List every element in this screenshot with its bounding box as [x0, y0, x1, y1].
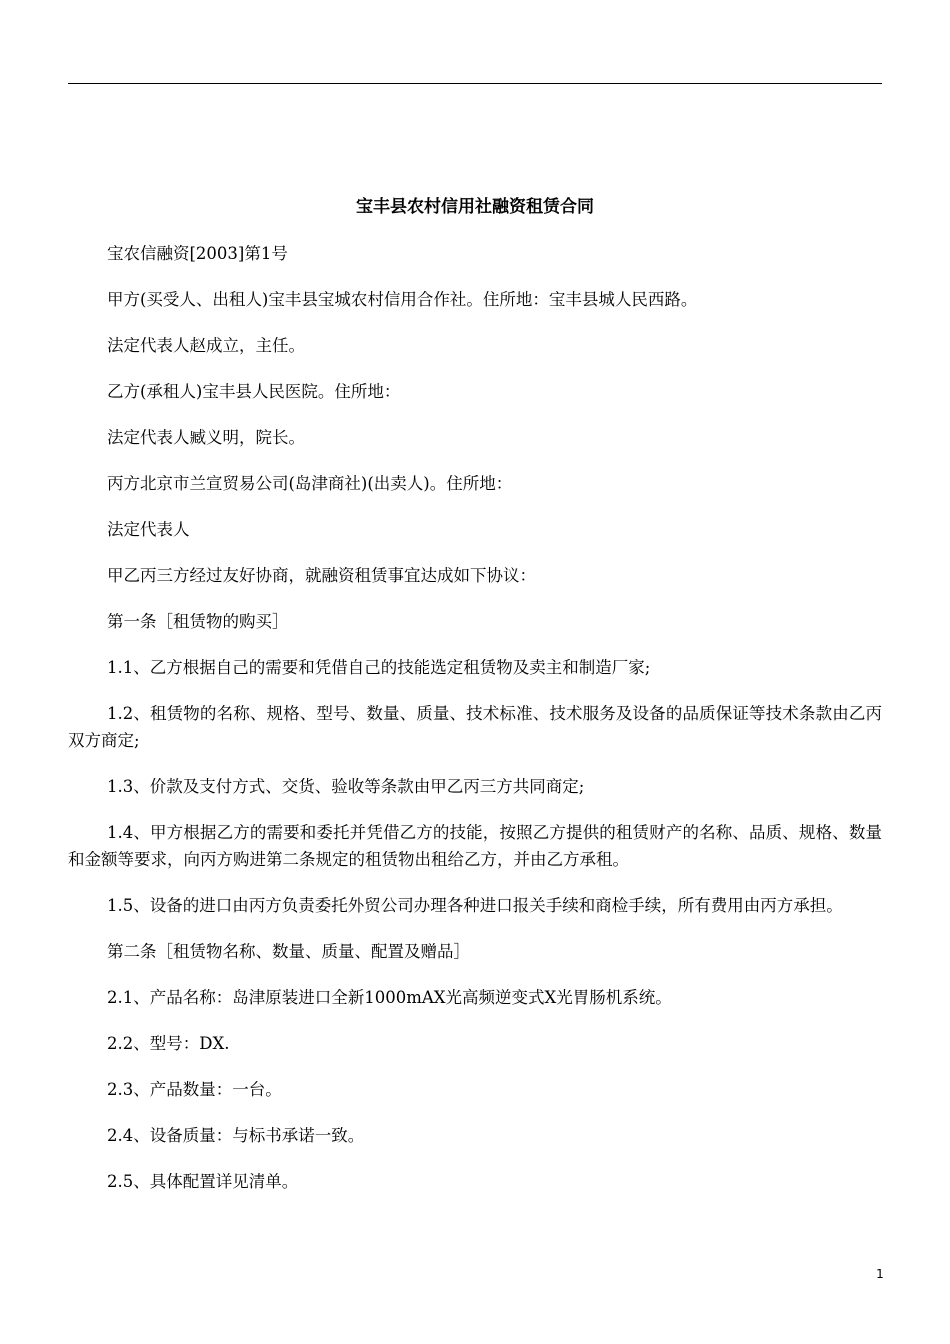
- article-2-heading: 第二条［租赁物名称、数量、质量、配置及赠品］: [107, 942, 470, 961]
- page-number: 1: [876, 1267, 884, 1281]
- party-b-representative: 法定代表人臧义明，院长。: [107, 428, 305, 447]
- agreement-preamble: 甲乙丙三方经过友好协商，就融资租赁事宜达成如下协议：: [107, 566, 536, 585]
- document-title: 宝丰县农村信用社融资租赁合同: [356, 197, 594, 217]
- header-rule: [68, 83, 882, 84]
- clause-1-4: 1.4、甲方根据乙方的需要和委托并凭借乙方的技能，按照乙方提供的租赁财产的名称、品质、规格、数量和金额等要求，向丙方购进第二条规定的租赁物出租给乙方，并由乙方承租。: [68, 823, 882, 869]
- party-c-representative: 法定代表人: [107, 520, 190, 539]
- party-c: 丙方北京市兰宣贸易公司(岛津商社)(出卖人)。住所地：: [107, 474, 513, 493]
- clause-1-3: 1.3、价款及支付方式、交货、验收等条款由甲乙丙三方共同商定;: [107, 777, 585, 796]
- clause-2-4: 2.4、设备质量：与标书承诺一致。: [107, 1126, 365, 1145]
- clause-1-1: 1.1、乙方根据自己的需要和凭借自己的技能选定租赁物及卖主和制造厂家;: [107, 658, 651, 677]
- party-a: 甲方(买受人、出租人)宝丰县宝城农村信用合作社。住所地：宝丰县城人民西路。: [107, 290, 698, 309]
- document-body: [68, 240, 882, 1214]
- party-a-representative: 法定代表人赵成立，主任。: [107, 336, 305, 355]
- clause-1-2: 1.2、租赁物的名称、规格、型号、数量、质量、技术标准、技术服务及设备的品质保证等技术条款由乙丙双方商定;: [68, 704, 882, 750]
- article-1-heading: 第一条［租赁物的购买］: [107, 612, 289, 631]
- party-b: 乙方(承租人)宝丰县人民医院。住所地：: [107, 382, 401, 401]
- clause-2-3: 2.3、产品数量：一台。: [107, 1080, 282, 1099]
- clause-2-2: 2.2、型号：DX.: [107, 1034, 230, 1053]
- clause-2-1: 2.1、产品名称：岛津原装进口全新1000mAX光高频逆变式X光胃肠机系统。: [107, 988, 672, 1007]
- clause-2-5: 2.5、具体配置详见清单。: [107, 1172, 299, 1191]
- document-number: 宝农信融资[2003]第1号: [107, 244, 288, 263]
- clause-1-5: 1.5、设备的进口由丙方负责委托外贸公司办理各种进口报关手续和商检手续，所有费用由丙方承担。: [107, 896, 843, 915]
